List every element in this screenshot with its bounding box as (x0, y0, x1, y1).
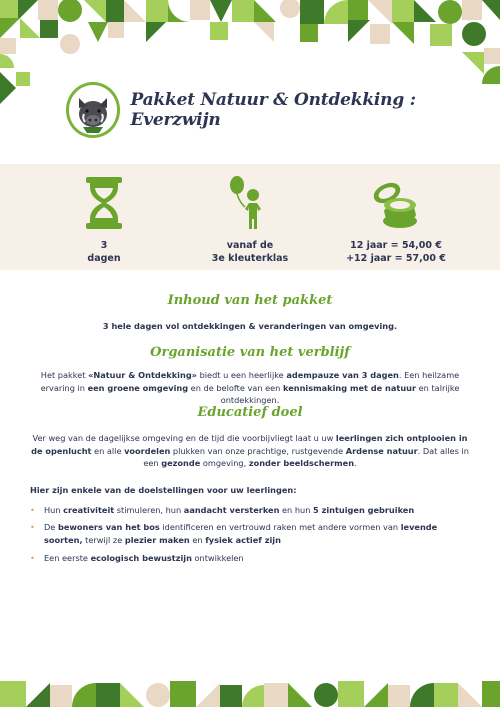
text-run-bold: levende soorten, (44, 522, 438, 546)
text-run-bold: aandacht versterken (183, 504, 280, 515)
text-run-bold: ecologisch bewustzijn (90, 552, 192, 563)
text-run: Ver weg van de dagelijkse omgeving en de tijd die voorbijvliegt laat u uw (32, 433, 336, 443)
text-run: terwijl ze (82, 535, 125, 546)
boar-logo (66, 82, 120, 138)
page-title: Pakket Natuur & Ontdekking : Everzwijn (130, 90, 416, 130)
text-run: plukken van onze prachtige, rustgevende (170, 445, 346, 456)
text-run: Het pakket (40, 370, 89, 380)
text-run: ontwikkelen (191, 552, 244, 563)
text-run-bold: creativiteit (63, 504, 115, 515)
text-run: en (189, 535, 206, 546)
text-run: . Een heilzame ervaring in (40, 370, 460, 393)
section-text-inhoud: 3 hele dagen vol ontdekkingen & veranderingen van omgeving. (102, 321, 398, 331)
text-run-bold: voordelen (124, 445, 171, 456)
text-run-bold: 5 zintuigen gebruiken (313, 504, 415, 515)
text-run: identificeren en vertrouwd raken met andere vormen van (159, 522, 401, 533)
price-over-12: +12 jaar = 57,00 € (346, 252, 446, 264)
age-info (170, 174, 330, 266)
text-run-bold: zonder beeldschermen (248, 458, 355, 469)
goals-intro: Hier zijn enkele van de doelstellingen voor uw leerlingen: (30, 485, 297, 495)
text-run-bold: bewoners van het bos (57, 522, 160, 533)
text-run-bold: adempauze van 3 dagen (286, 370, 399, 380)
text-run: Hun (44, 504, 64, 515)
child-balloon-icon (227, 175, 273, 231)
goal-item (30, 521, 475, 546)
text-run-bold: Ardense natuur (345, 445, 418, 456)
text-run: en hun (279, 504, 314, 515)
section-title-inhoud: Inhoud van het pakket (167, 293, 333, 308)
text-run-bold: gezonde (161, 458, 201, 469)
section-text-organisatie (30, 369, 470, 407)
text-run-bold: kennismaking met de natuur (282, 382, 417, 393)
price-info (316, 174, 476, 266)
text-run: . Dat alles in een (143, 445, 469, 469)
duration-value: 3 (100, 240, 108, 251)
info-band (0, 164, 500, 270)
section-text-educatief (30, 432, 470, 470)
goal-item (30, 552, 475, 565)
hourglass-icon (84, 175, 124, 231)
duration-unit: dagen (87, 252, 121, 264)
text-run: . (354, 458, 357, 469)
text-run: en alle (91, 445, 125, 456)
text-run: omgeving, (200, 458, 249, 469)
coins-icon (369, 175, 423, 231)
goal-item (30, 504, 475, 517)
goals-section (30, 484, 475, 570)
text-run: De (44, 522, 58, 533)
price-under-12: 12 jaar = 54,00 € (350, 240, 442, 251)
age-line-1: vanaf de (226, 240, 274, 251)
text-run-bold: leerlingen zich ontplooien in de openlucht (31, 433, 468, 456)
text-run: Een eerste (44, 552, 91, 563)
text-run-bold: een groene omgeving (87, 382, 189, 393)
text-run-bold: fysiek actief zijn (205, 535, 281, 546)
section-title-educatief: Educatief doel (197, 405, 303, 420)
page-header (66, 82, 500, 138)
goals-list (30, 504, 475, 565)
age-line-2: 3e kleuterklas (211, 252, 289, 264)
duration-info (24, 174, 184, 266)
section-title-organisatie: Organisatie van het verblijf (150, 345, 350, 360)
boar-icon (69, 86, 117, 134)
text-run-bold: plezier maken (124, 535, 190, 546)
text-run: biedt u een heerlijke (196, 370, 287, 380)
bottom-decorative-pattern (0, 675, 500, 707)
text-run: en de belofte van een (188, 382, 283, 393)
text-run-bold: «Natuur & Ontdekking» (88, 370, 197, 380)
text-run: stimuleren, hun (114, 504, 184, 515)
text-run: en talrijke ontdekkingen. (220, 382, 460, 406)
